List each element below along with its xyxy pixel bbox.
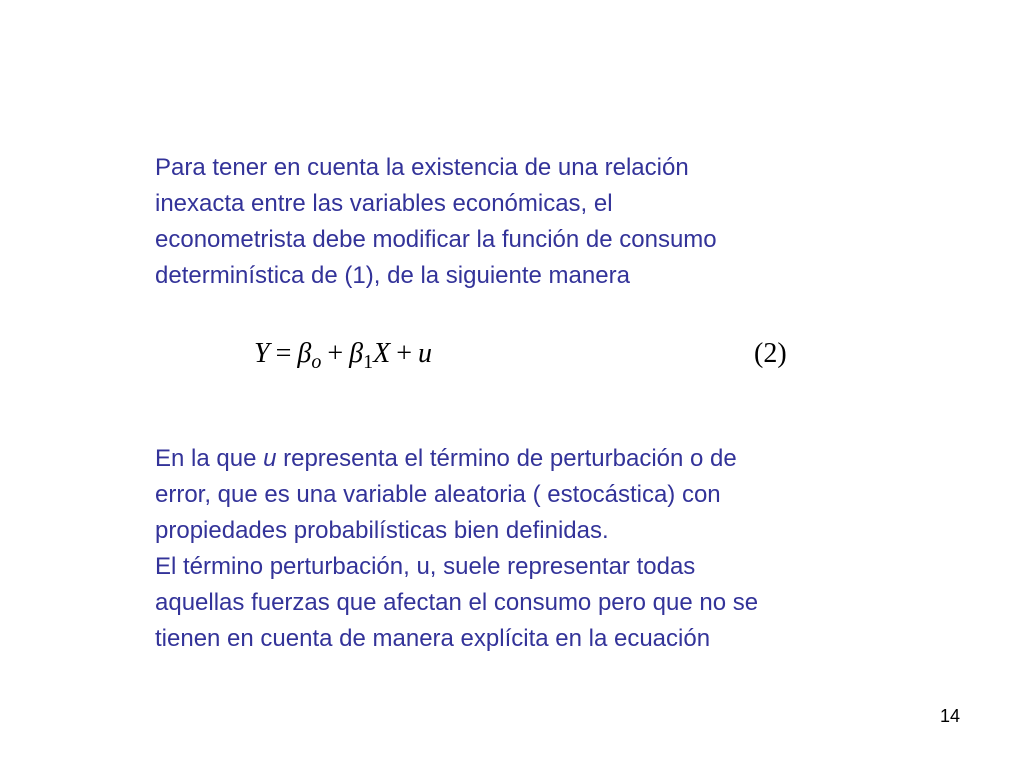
intro-line: econometrista debe modificar la función de consumo	[155, 226, 717, 253]
explanation-text: representa el término de perturbación o de	[276, 445, 737, 472]
equation-2	[254, 334, 834, 378]
eq-subscript-1: 1	[363, 351, 374, 373]
intro-paragraph	[155, 150, 717, 294]
eq-plus: +	[327, 338, 344, 369]
explanation-line	[155, 441, 758, 477]
intro-line: Para tener en cuenta la existencia de una relación	[155, 154, 689, 181]
explanation-line: aquellas fuerzas que afectan el consumo pero que no se	[155, 589, 759, 616]
equation-number: (2)	[754, 338, 787, 369]
eq-beta-1: β	[349, 338, 364, 369]
intro-line: determinística de (1), de la siguiente manera	[155, 262, 630, 289]
explanation-text: En la que	[155, 445, 264, 472]
page-number: 14	[939, 706, 961, 726]
eq-y: Y	[254, 338, 270, 369]
eq-equals: =	[275, 338, 292, 369]
explanation-paragraph	[155, 441, 758, 657]
variable-u: u	[263, 445, 277, 472]
eq-plus: +	[396, 338, 412, 369]
explanation-line: El término perturbación, u, suele representar todas	[155, 553, 696, 580]
equation-expression	[254, 334, 432, 374]
eq-subscript-0: o	[311, 351, 322, 373]
explanation-line: propiedades probabilísticas bien definidas.	[155, 517, 609, 544]
intro-line: inexacta entre las variables económicas, el	[155, 190, 613, 217]
explanation-line: tienen en cuenta de manera explícita en la ecuación	[155, 625, 711, 652]
eq-x: X	[373, 338, 391, 369]
explanation-line: error, que es una variable aleatoria ( estocástica) con	[155, 481, 721, 508]
eq-beta-0: β	[297, 338, 312, 369]
eq-u: u	[417, 338, 432, 369]
